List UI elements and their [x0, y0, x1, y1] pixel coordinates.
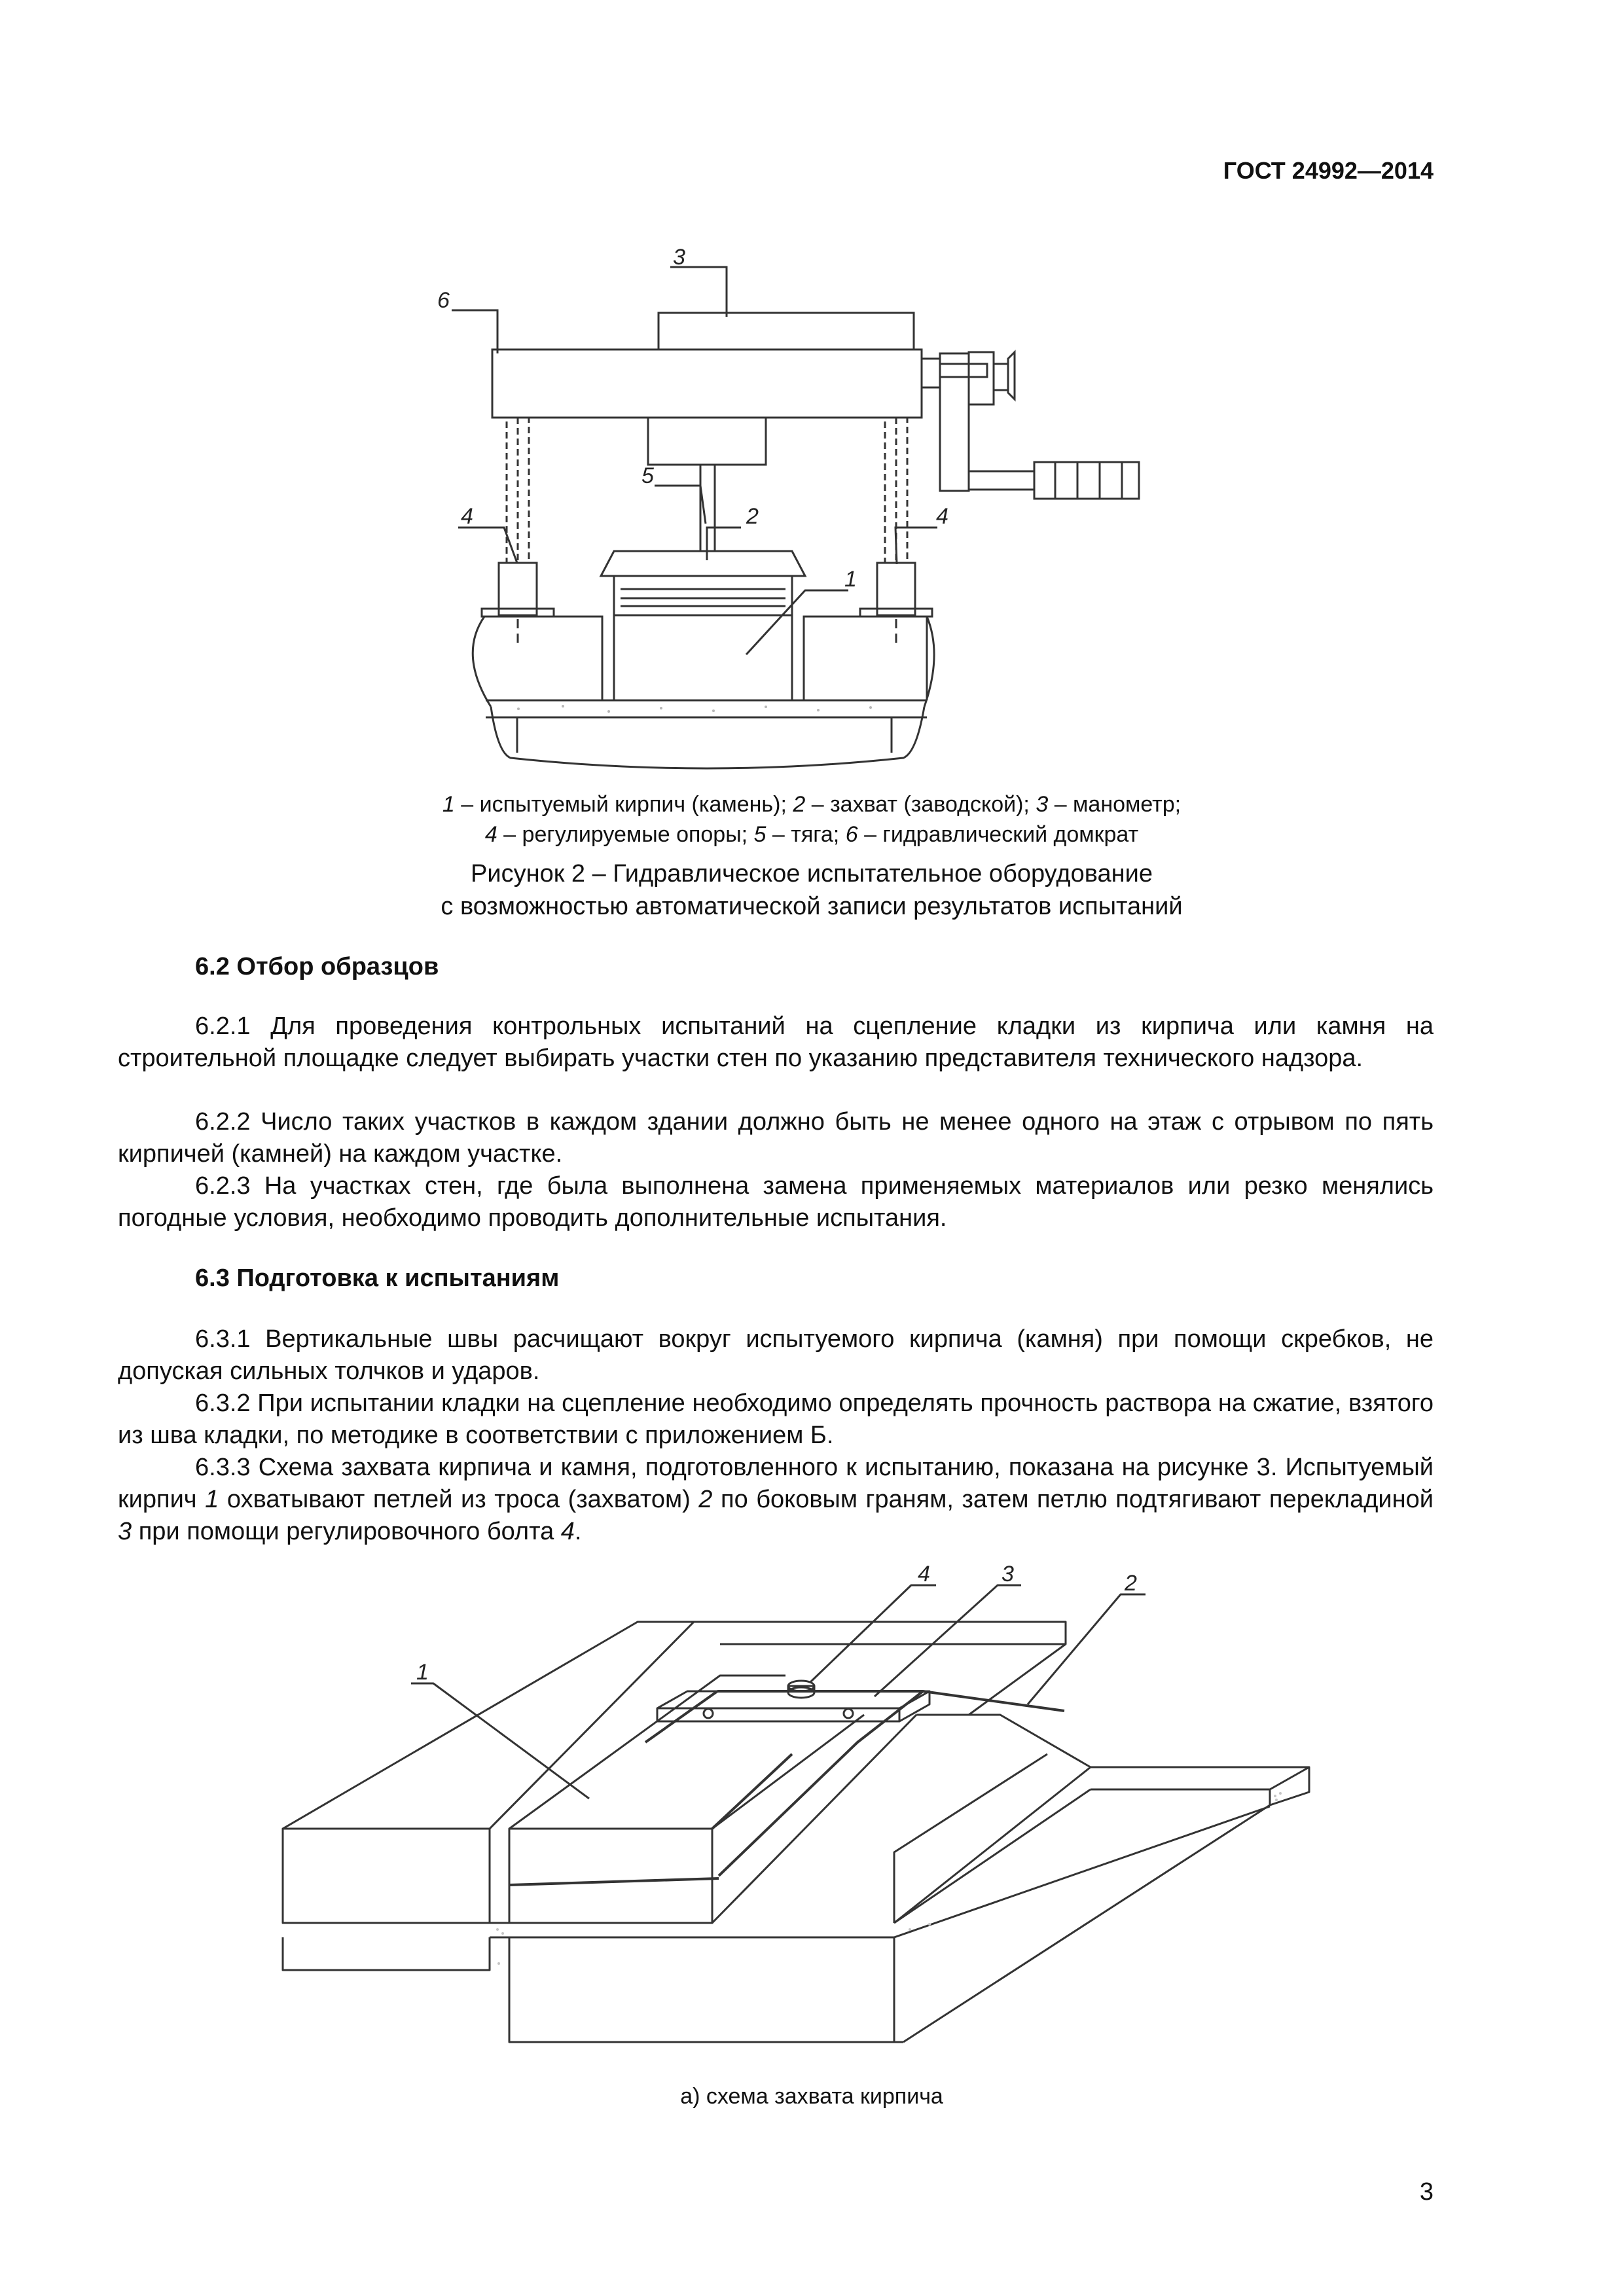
- section-6-2-title: 6.2 Отбор образцов: [195, 953, 439, 980]
- figure-2-caption-line-1: Рисунок 2 – Гидравлическое испытательное оборудование: [471, 860, 1153, 888]
- figure-2-legend-line-1: 1 – испытуемый кирпич (камень); 2 – захват (заводской); 3 – манометр;: [442, 792, 1182, 817]
- fig2-callout-5: 5: [641, 463, 654, 488]
- fig2-callout-6: 6: [437, 288, 450, 313]
- figure-2-caption: [196, 857, 1427, 923]
- figure-2-caption-line-2: с возможностью автоматической записи результатов испытаний: [441, 893, 1183, 920]
- fig3-callout-4: 4: [918, 1562, 930, 1587]
- fig3-callout-1: 1: [416, 1660, 429, 1685]
- fig2-callout-4-right: 4: [936, 504, 948, 529]
- paragraph-6-2-2: 6.2.2 Число таких участков в каждом здании должно быть не менее одного на этаж с отрывом по пять кирпичей (камней) на каждом участке.: [118, 1108, 1434, 1168]
- paragraph-6-3-3: 6.3.3 Схема захвата кирпича и камня, подготовленного к испытанию, показана на рисунке 3. Испытуемый кирпич 1 охватывают петлей из троса (захватом) 2 по боковым граням, затем петлю подтягивают перекладиной 3 при помощи регулировочного болта 4.: [118, 1454, 1434, 1545]
- paragraph-6-3-2: 6.3.2 При испытании кладки на сцепление необходимо определять прочность раствора на сжатие, взятого из шва кладки, по методике в соответствии с приложением Б.: [118, 1390, 1434, 1449]
- paragraph-6-2-3: 6.2.3 На участках стен, где была выполнена замена применяемых материалов или резко менялись погодные условия, необходимо проводить дополнительные испытания.: [118, 1172, 1434, 1232]
- figure-2-hydraulic-equipment: [0, 0, 1624, 798]
- fig2-callout-4-left: 4: [461, 504, 473, 529]
- section-6-3-title: 6.3 Подготовка к испытаниям: [195, 1265, 560, 1292]
- fig2-callout-2: 2: [746, 504, 759, 529]
- figure-2-legend: [196, 789, 1427, 850]
- fig3-callout-2: 2: [1125, 1571, 1137, 1596]
- document-header: ГОСТ 24992—2014: [1223, 157, 1434, 184]
- figure-3-brick-grip-scheme: [0, 1545, 1624, 2068]
- paragraph-6-2-1: 6.2.1 Для проведения контрольных испытаний на сцепление кладки из кирпича или камня на строительной площадке следует выбирать участки стен по указанию представителя технического надзора.: [118, 1013, 1434, 1072]
- fig2-callout-1: 1: [844, 567, 857, 592]
- page-number: 3: [1419, 2178, 1434, 2206]
- fig2-callout-3: 3: [673, 245, 685, 270]
- paragraph-6-3-1: 6.3.1 Вертикальные швы расчищают вокруг испытуемого кирпича (камня) при помощи скребков, не допуская сильных толчков и ударов.: [118, 1325, 1434, 1385]
- figure-3-subcaption: а) схема захвата кирпича: [680, 2084, 943, 2109]
- fig3-callout-3: 3: [1001, 1562, 1014, 1587]
- figure-2-legend-line-2: 4 – регулируемые опоры; 5 – тяга; 6 – гидравлический домкрат: [484, 822, 1139, 847]
